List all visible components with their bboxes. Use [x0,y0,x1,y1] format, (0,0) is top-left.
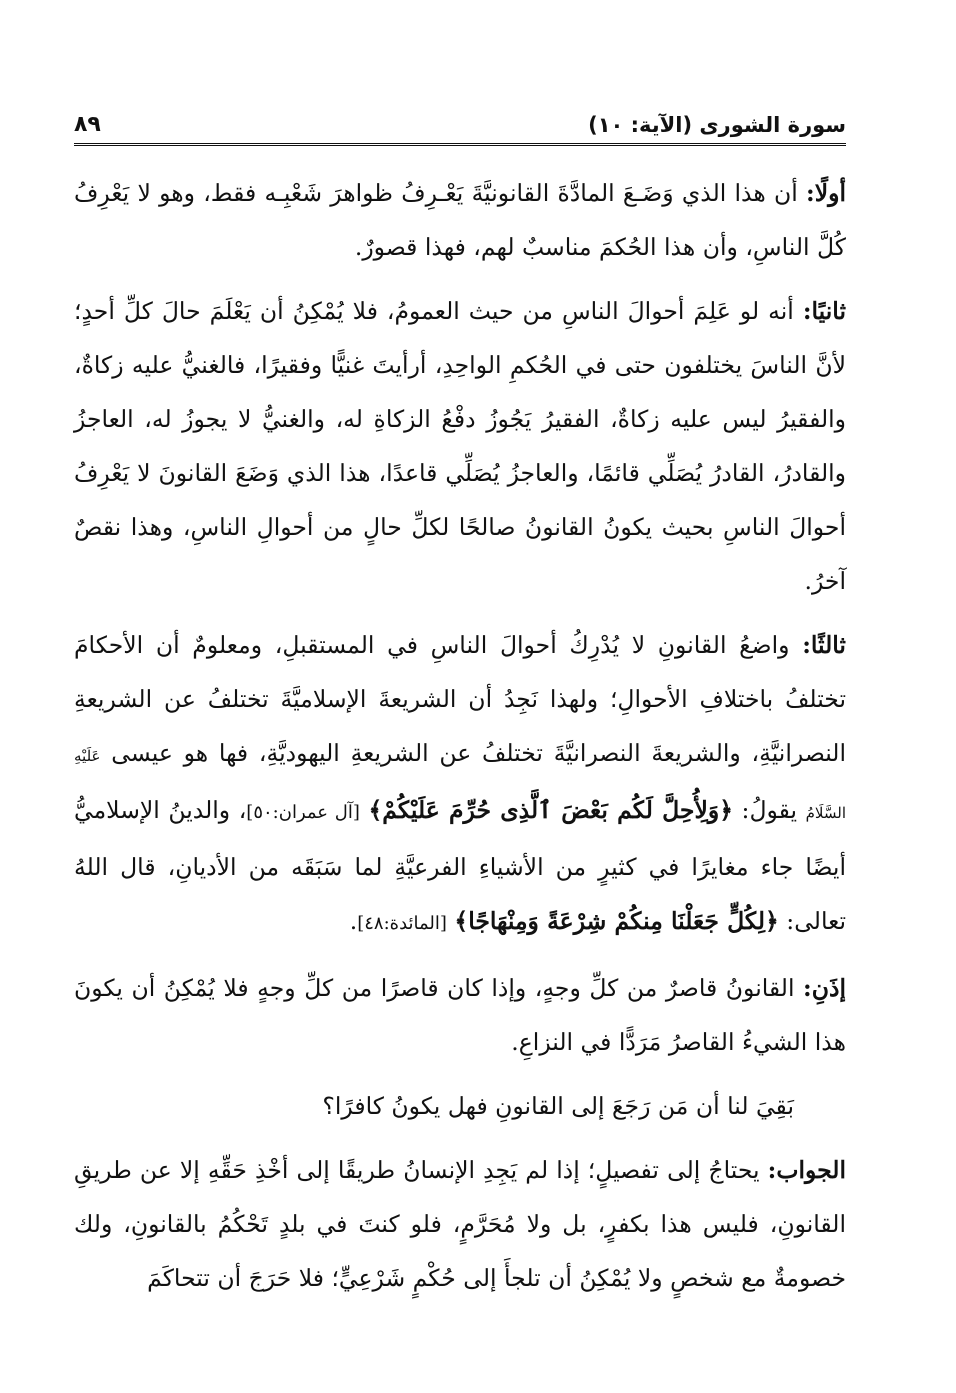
book-page [74,96,846,1366]
quran-verse: ﴿وَلِأُحِلَّ لَكُم بَعْضَ ٱلَّذِى حُرِّمَ عَلَيْكُمْ﴾ [368,796,733,824]
paragraph-text: القانونُ قاصرٌ من كلِّ وجهٍ، وإذا كان قاصرًا من كلِّ وجهٍ فلا يُمْكِنُ أن يكونَ هذا الشيءُ القاصرُ مَرَدًّا في النزاعِ. [74,974,846,1056]
paragraph-text: واضعُ القانونِ لا يُدْرِكُ أحوالَ الناسِ في المستقبلِ، ومعلومٌ أن الأحكامَ تختلفُ باختلافِ الأحوالِ؛ ولهذا نَجِدُ أن الشريعةَ الإسلاميَّةَ تختلفُ عن الشريعةِ النصرانيَّةِ، والشريعةَ النصرانيَّةَ تختلفُ عن الشريعةِ اليهوديَّةِ، فها هو عيسى [74,631,846,767]
paragraph-lead: إذَنِ: [803,974,846,1002]
paragraph-text: يحتاجُ إلى تفصيلٍ؛ إذا لم يَجِدِ الإنسانُ طريقًا إلى أخْذِ حَقِّهِ إلا عن طريقِ القانونِ، فليس هذا بكفرٍ، بل ولا مُحَرَّمٍ، فلو كنتَ في بلدٍ تَحْكُمُ بالقانونِ، ولك خصومةٌ مع شخصٍ ولا يُمْكِنُ أن تلجأَ إلى حُكْمٍ شَرْعِيٍّ؛ فلا حَرَجَ أن تتحاكَمَ [74,1156,846,1292]
paragraph-lead: ثالثًا: [802,631,846,659]
verse-reference: [المائدة:٤٨] [357,913,447,934]
paragraph-question [74,1079,846,1133]
running-header [74,96,846,146]
page-number: ٨٩ [74,112,101,137]
paragraph-first [74,166,846,274]
paragraph-second [74,284,846,608]
paragraph-answer [74,1143,846,1305]
quran-verse: ﴿لِكُلٍّ جَعَلْنَا مِنكُمْ شِرْعَةً وَمِنْهَاجًا﴾ [454,907,779,935]
paragraph-fourth [74,961,846,1069]
paragraph-text: أن هذا الذي وَضَـعَ المادَّةَ القانونيَّةَ يَعْـرِفُ ظواهرَ شَعْبِـه فقط، وهو لا يَعْرِفُ كُلَّ الناسِ، وأن هذا الحُكمَ مناسبٌ لهم، فهذا قصورٌ. [74,179,846,261]
paragraph-text: بَقِيَ لنا أن مَن رَجَعَ إلى القانونِ فهل يكونُ كافرًا؟ [322,1092,794,1120]
honorific-phrase: عَلَيْهِ السَّلَامُ [74,747,846,822]
verse-reference: [آل عمران:٥٠] [246,802,360,823]
paragraph-text: . [349,907,358,935]
paragraph-lead: الجواب: [767,1156,846,1184]
paragraph-third [74,618,846,951]
body-text [74,166,846,1305]
paragraph-lead: ثانيًا: [802,297,846,325]
paragraph-text: أنه لو عَلِمَ أحوالَ الناسِ من حيث العمومُ، فلا يُمْكِنُ أن يَعْلَمَ حالَ كلِّ أحدٍ؛ لأنَّ الناسَ يختلفون حتى في الحُكمِ الواحِدِ، أرأيتَ غنيًّا وفقيرًا، فالغنيُّ عليه زكاةٌ، والفقيرُ ليس عليه زكاةٌ، الفقيرُ يَجُوزُ دفْعُ الزكاةِ له، والغنيُّ لا يجوزُ له، العاجزُ والقادرُ، القادرُ يُصَلِّي قائمًا، والعاجزُ يُصَلِّي قاعدًا، هذا الذي وَضَعَ القانونَ لا يَعْرِفُ أحوالَ الناسِ بحيث يكونُ القانونُ صالحًا لكلِّ حالٍ من أحوالِ الناسِ، وهذا نقصٌ آخرُ. [74,297,846,595]
paragraph-text: ، والدينُ الإسلاميُّ أيضًا جاء مغايرًا في كثيرٍ من الأشياءِ الفرعيَّةِ لما سَبَقَه من الأديانِ، قال اللهُ تعالى: [74,796,846,935]
paragraph-text: يقولُ: [741,796,798,824]
paragraph-lead: أولًا: [806,179,846,207]
chapter-title: سورة الشورى (الآية: ١٠) [588,113,846,137]
